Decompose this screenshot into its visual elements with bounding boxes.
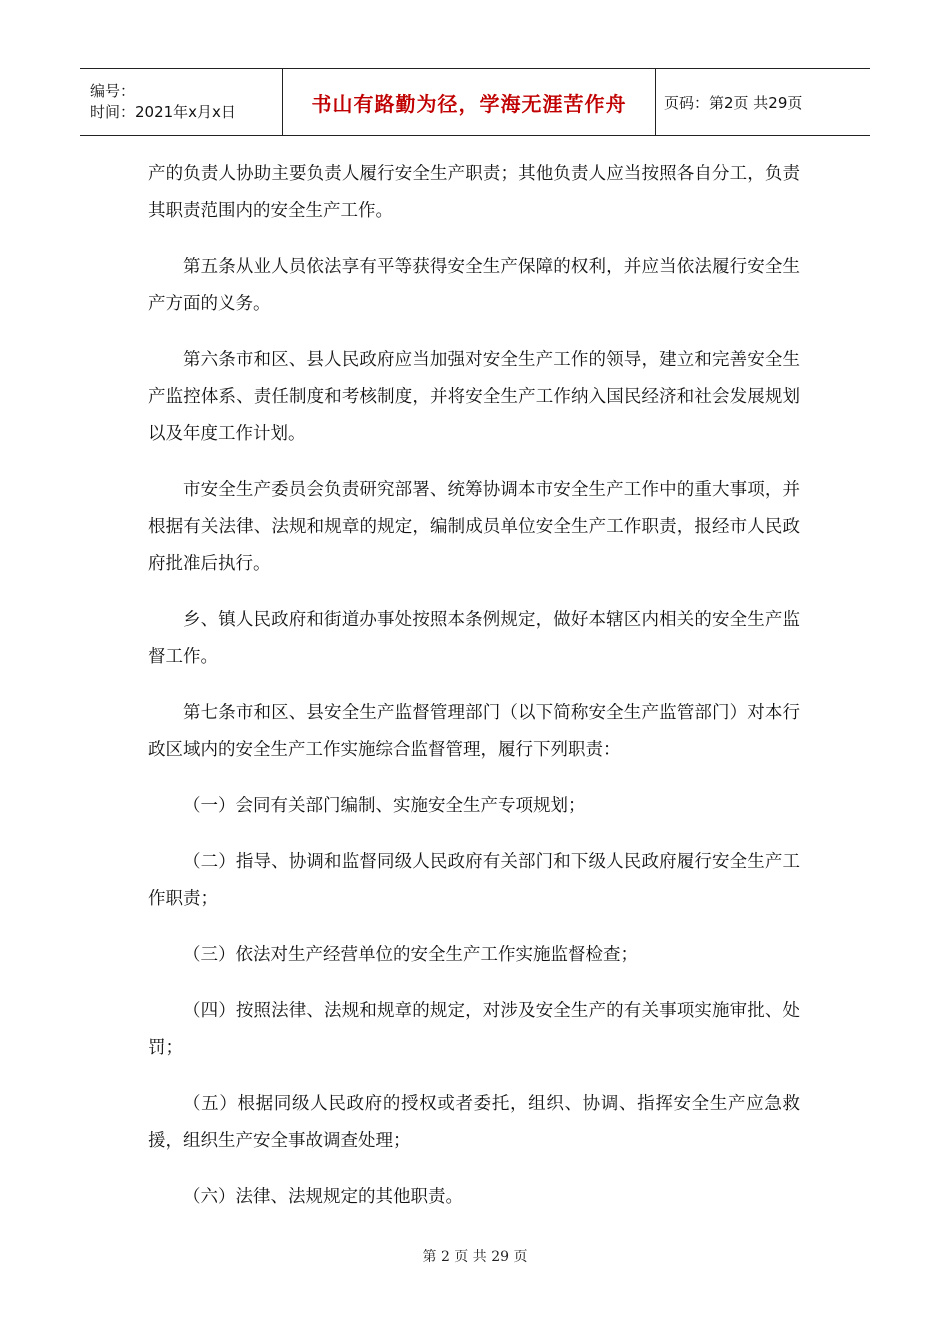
document-date: 时间：2021年x月x日	[90, 103, 236, 121]
paragraph: （一）会同有关部门编制、实施安全生产专项规划；	[183, 796, 586, 816]
document-number: 编号：	[90, 82, 136, 100]
header-meta	[80, 69, 282, 135]
page-footer: 第 2 页 共 29 页	[422, 1249, 528, 1265]
paragraph: 产的负责人协助主要负责人履行安全生产职责；其他负责人应当按照各自分工，负责其职责范围内的安全生产工作。	[148, 164, 800, 221]
header-page-number: 页码：第2页 共29页	[664, 93, 803, 112]
paragraph: 第七条市和区、县安全生产监督管理部门（以下简称安全生产监管部门）对本行政区域内的安全生产工作实施综合监督管理，履行下列职责：	[148, 703, 800, 760]
paragraph: （五）根据同级人民政府的授权或者委托，组织、协调、指挥安全生产应急救援，组织生产安全事故调查处理；	[148, 1094, 800, 1151]
page-header	[80, 68, 870, 136]
paragraph: （六）法律、法规规定的其他职责。	[183, 1187, 463, 1207]
paragraph: 乡、镇人民政府和街道办事处按照本条例规定，做好本辖区内相关的安全生产监督工作。	[148, 610, 800, 667]
document-body	[148, 156, 800, 1235]
paragraph: 第六条市和区、县人民政府应当加强对安全生产工作的领导，建立和完善安全生产监控体系、责任制度和考核制度，并将安全生产工作纳入国民经济和社会发展规划以及年度工作计划。	[148, 350, 800, 444]
paragraph: （二）指导、协调和监督同级人民政府有关部门和下级人民政府履行安全生产工作职责；	[148, 852, 800, 909]
header-motto: 书山有路勤为径，学海无涯苦作舟	[282, 69, 656, 135]
paragraph: （三）依法对生产经营单位的安全生产工作实施监督检查；	[183, 945, 638, 965]
paragraph: 第五条从业人员依法享有平等获得安全生产保障的权利，并应当依法履行安全生产方面的义务。	[148, 257, 800, 314]
paragraph: （四）按照法律、法规和规章的规定，对涉及安全生产的有关事项实施审批、处罚；	[148, 1001, 800, 1058]
paragraph: 市安全生产委员会负责研究部署、统筹协调本市安全生产工作中的重大事项，并根据有关法律、法规和规章的规定，编制成员单位安全生产工作职责，报经市人民政府批准后执行。	[148, 480, 800, 574]
